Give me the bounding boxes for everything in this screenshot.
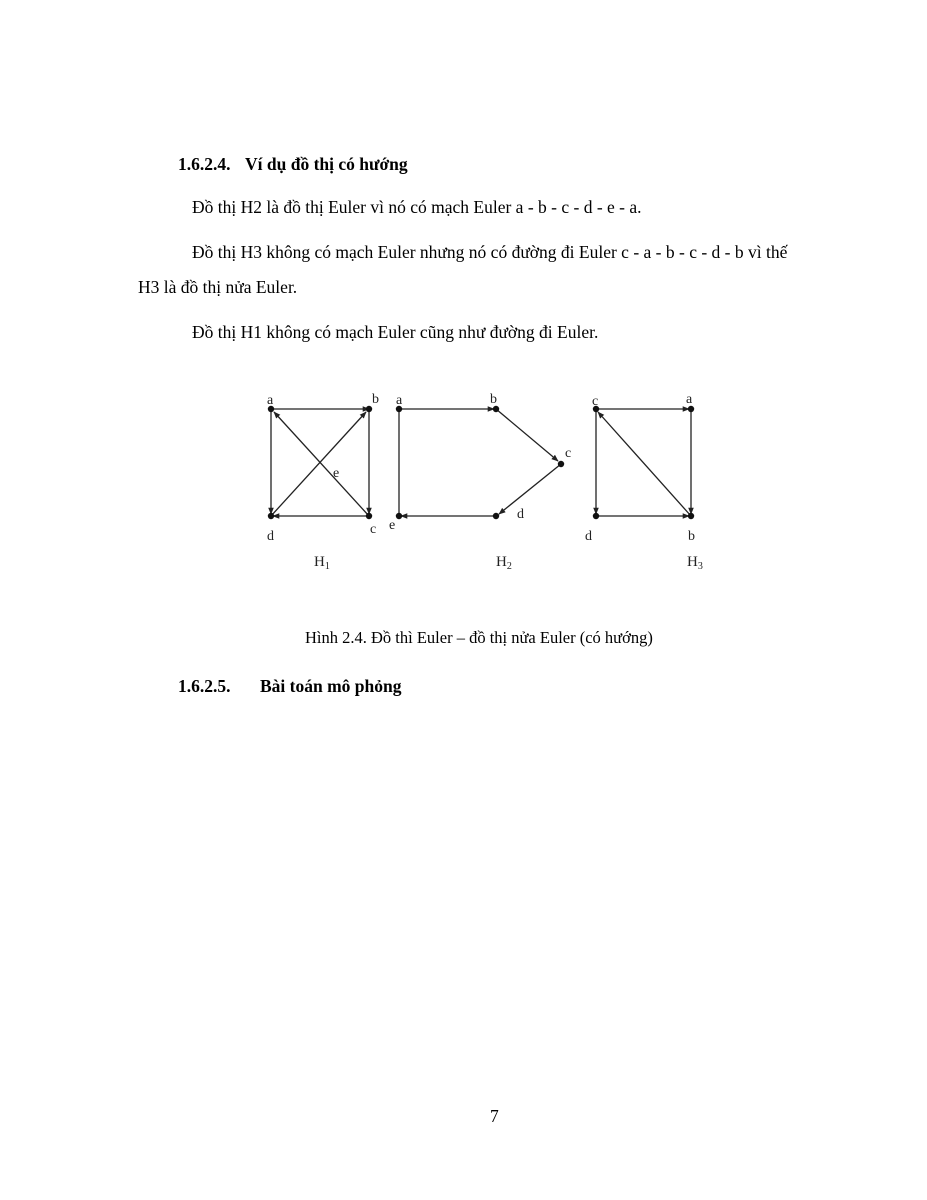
figure-caption: Hình 2.4. Đồ thì Euler – đồ thị nửa Euler (có hướng) [305,628,653,647]
paragraph-h3-line1: Đồ thị H3 không có mạch Euler nhưng nó có đường đi Euler c - a - b - c - d - b vì thế [192,242,788,262]
page-number: 7 [490,1106,499,1126]
edge-h2-c-d [499,464,561,514]
vertex-label-h2-b: b [490,392,497,407]
vertex-h1-d [268,513,274,519]
vertex-h3-b [688,513,694,519]
vertex-label-h2-d: d [517,507,524,522]
vertex-label-h2-a: a [396,393,403,408]
edge-h2-b-c [496,409,558,461]
vertex-label-h1-c: c [370,522,377,537]
section-title: Ví dụ đồ thị có hướng [245,154,408,174]
edge-h1-d-b [271,412,366,516]
vertex-label-h1-e: e [333,466,340,481]
vertex-h1-c [366,513,372,519]
paragraph-h1: Đồ thị H1 không có mạch Euler cũng như đường đi Euler. [192,322,599,342]
vertex-h3-d [593,513,599,519]
vertex-label-h3-a: a [686,392,693,407]
paragraph-h3-line2: H3 là đồ thị nửa Euler. [138,277,298,297]
vertex-label-h3-d: d [585,529,592,544]
graph-label-h3: $H_3$ [687,554,703,572]
edge-h1-c-a [274,412,369,516]
graph-label-h2: $H_2$ [496,554,512,572]
graph-h3 [585,392,703,572]
graph-h2 [389,392,571,572]
vertex-label-h2-e: e [389,518,396,533]
edge-h3-b-c [598,412,691,516]
section-number-2: 1.6.2.5. [178,676,231,696]
vertex-label-h1-b: b [372,392,379,407]
section-number: 1.6.2.4. [178,154,231,174]
vertex-label-h3-b: b [688,529,695,544]
vertex-label-h1-d: d [267,529,274,544]
paragraph-h2-euler: Đồ thị H2 là đồ thị Euler vì nó có mạch Euler a - b - c - d - e - a. [192,197,642,217]
vertex-label-h1-a: a [267,393,274,408]
graph-h1 [267,392,379,572]
vertex-label-h3-c: c [592,394,599,409]
vertex-h2-c [558,461,564,467]
vertex-h2-e [396,513,402,519]
section-title-2: Bài toán mô phỏng [260,676,402,696]
vertex-label-h2-c: c [565,446,572,461]
graph-label-h1: $H_1$ [314,554,330,572]
vertex-h2-d [493,513,499,519]
